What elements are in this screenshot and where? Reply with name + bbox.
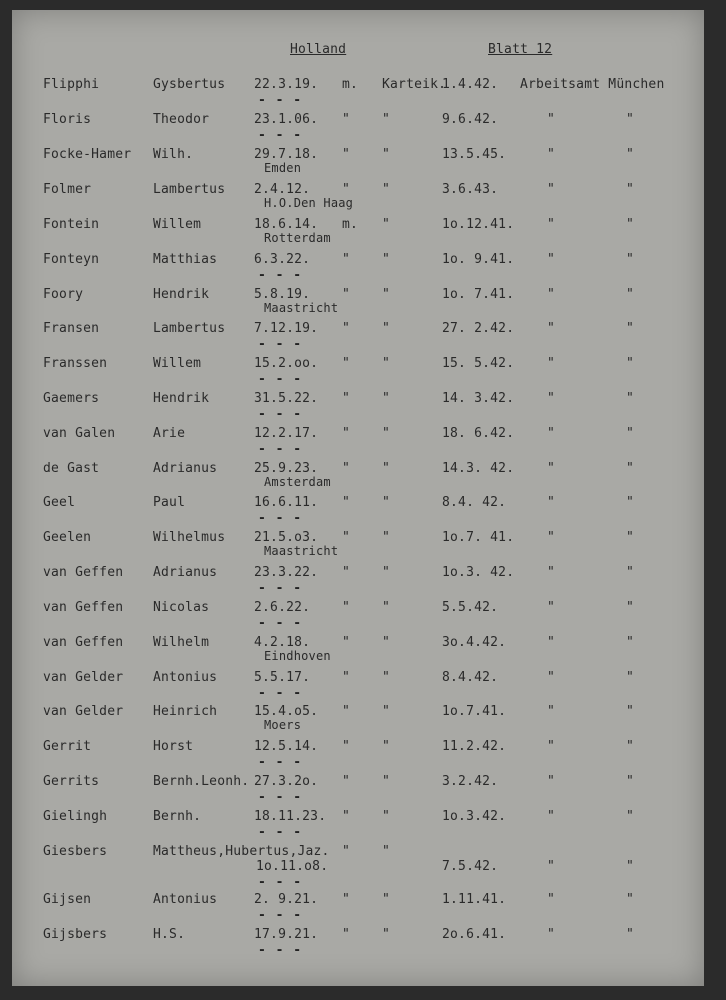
surname: Gijsbers — [43, 927, 108, 942]
registration-date: 3.6.43. — [442, 182, 499, 197]
birth-date: 7.12.19. — [254, 321, 319, 336]
sex: " — [342, 530, 351, 545]
birth-date: 23.3.22. — [254, 565, 319, 580]
labor-office-ditto: " — [626, 147, 635, 162]
source: " — [382, 147, 391, 162]
surname: Gijsen — [43, 892, 92, 907]
birth-date: 27.3.2o. — [254, 774, 319, 789]
birth-date: 2.6.22. — [254, 600, 311, 615]
registration-date: 1o.7.41. — [442, 704, 507, 719]
birth-date: 1o.11.o8. — [256, 859, 329, 874]
birth-date: 6.3.22. — [254, 252, 311, 267]
surname: de Gast — [43, 461, 100, 476]
header-sheet: Blatt 12 — [488, 42, 553, 57]
birth-date: 15.4.o5. — [254, 704, 319, 719]
labor-office: " — [547, 391, 556, 406]
given-name: Wilh. — [153, 147, 194, 162]
birth-date: 5.8.19. — [254, 287, 311, 302]
registration-date: 1o. 7.41. — [442, 287, 515, 302]
source: " — [382, 530, 391, 545]
surname: Geelen — [43, 530, 92, 545]
birth-date: 17.9.21. — [254, 927, 319, 942]
labor-office-ditto: " — [626, 461, 635, 476]
dash-mark: - - - — [258, 268, 303, 283]
labor-office-ditto: " — [626, 287, 635, 302]
sex: " — [342, 600, 351, 615]
sex: " — [342, 844, 351, 859]
labor-office-ditto: " — [626, 859, 635, 874]
given-name: Bernh. — [153, 809, 202, 824]
surname: van Geffen — [43, 635, 124, 650]
sex: " — [342, 565, 351, 580]
given-name: Wilhelm — [153, 635, 210, 650]
sex: " — [342, 739, 351, 754]
labor-office: " — [547, 600, 556, 615]
dash-mark: - - - — [258, 372, 303, 387]
given-name: Willem — [153, 217, 202, 232]
given-name: Bernh.Leonh. — [153, 774, 250, 789]
labor-office-ditto: " — [626, 495, 635, 510]
registration-date: 3o.4.42. — [442, 635, 507, 650]
birth-place: Eindhoven — [264, 649, 331, 663]
birth-date: 18.6.14. — [254, 217, 319, 232]
registration-date: 11.2.42. — [442, 739, 507, 754]
surname: Fontein — [43, 217, 100, 232]
labor-office: " — [547, 565, 556, 580]
registration-date: 1.11.41. — [442, 892, 507, 907]
surname: van Gelder — [43, 670, 124, 685]
birth-place: Maastricht — [264, 544, 339, 558]
birth-date: 2. 9.21. — [254, 892, 319, 907]
registration-date: 1o.3. 42. — [442, 565, 515, 580]
dash-mark: - - - — [258, 875, 303, 890]
sex: m. — [342, 77, 359, 92]
sex: " — [342, 356, 351, 371]
surname: Floris — [43, 112, 92, 127]
labor-office: " — [547, 739, 556, 754]
sex: " — [342, 892, 351, 907]
given-name: Heinrich — [153, 704, 218, 719]
given-name: Gysbertus — [153, 77, 226, 92]
labor-office: " — [547, 426, 556, 441]
labor-office: " — [547, 495, 556, 510]
birth-date: 5.5.17. — [254, 670, 311, 685]
birth-date: 31.5.22. — [254, 391, 319, 406]
dash-mark: - - - — [258, 686, 303, 701]
source: " — [382, 809, 391, 824]
labor-office: " — [547, 147, 556, 162]
registration-date: 8.4.42. — [442, 670, 499, 685]
labor-office-ditto: " — [626, 927, 635, 942]
registration-date: 1o.7. 41. — [442, 530, 515, 545]
given-name: Adrianus — [153, 461, 218, 476]
source: " — [382, 844, 391, 859]
labor-office-ditto: " — [626, 600, 635, 615]
source: " — [382, 892, 391, 907]
sex: " — [342, 809, 351, 824]
labor-office-ditto: " — [626, 112, 635, 127]
birth-place: H.O.Den Haag — [264, 196, 354, 210]
source: " — [382, 670, 391, 685]
source: " — [382, 182, 391, 197]
given-name: Hendrik — [153, 391, 210, 406]
source: Karteik. — [382, 77, 447, 92]
source: " — [382, 600, 391, 615]
sex: " — [342, 927, 351, 942]
dash-mark: - - - — [258, 93, 303, 108]
labor-office: " — [547, 892, 556, 907]
sex: m. — [342, 217, 359, 232]
labor-office-ditto: " — [626, 774, 635, 789]
birth-place: Amsterdam — [264, 475, 331, 489]
labor-office: " — [547, 252, 556, 267]
surname: Giesbers — [43, 844, 108, 859]
surname: Gerrits — [43, 774, 100, 789]
dash-mark: - - - — [258, 755, 303, 770]
labor-office-ditto: " — [626, 252, 635, 267]
surname: Flipphi — [43, 77, 100, 92]
labor-office: " — [547, 112, 556, 127]
source: " — [382, 112, 391, 127]
sex: " — [342, 495, 351, 510]
header-country: Holland — [290, 42, 347, 57]
birth-date: 23.1.06. — [254, 112, 319, 127]
source: " — [382, 287, 391, 302]
registration-date: 5.5.42. — [442, 600, 499, 615]
labor-office: " — [547, 859, 556, 874]
registration-date: 15. 5.42. — [442, 356, 515, 371]
sex: " — [342, 426, 351, 441]
labor-office-ditto: " — [626, 809, 635, 824]
source: " — [382, 495, 391, 510]
labor-office: " — [547, 321, 556, 336]
labor-office-ditto: " — [626, 530, 635, 545]
registration-date: 1o. 9.41. — [442, 252, 515, 267]
source: " — [382, 704, 391, 719]
birth-date: 12.5.14. — [254, 739, 319, 754]
source: " — [382, 635, 391, 650]
source: " — [382, 565, 391, 580]
birth-date: 18.11.23. — [254, 809, 327, 824]
sex: " — [342, 635, 351, 650]
surname: Gerrit — [43, 739, 92, 754]
sex: " — [342, 774, 351, 789]
labor-office: " — [547, 356, 556, 371]
dash-mark: - - - — [258, 825, 303, 840]
surname: Folmer — [43, 182, 92, 197]
labor-office: " — [547, 530, 556, 545]
labor-office-ditto: " — [626, 565, 635, 580]
labor-office: " — [547, 774, 556, 789]
labor-office: " — [547, 287, 556, 302]
dash-mark: - - - — [258, 581, 303, 596]
birth-place: Emden — [264, 161, 302, 175]
registration-date: 2o.6.41. — [442, 927, 507, 942]
given-name: Paul — [153, 495, 186, 510]
document-page — [12, 10, 704, 986]
given-name: Adrianus — [153, 565, 218, 580]
labor-office: " — [547, 809, 556, 824]
given-name: Matthias — [153, 252, 218, 267]
registration-date: 14. 3.42. — [442, 391, 515, 406]
registration-date: 7.5.42. — [442, 859, 499, 874]
surname: van Galen — [43, 426, 116, 441]
surname: van Geffen — [43, 600, 124, 615]
labor-office: " — [547, 635, 556, 650]
labor-office: " — [547, 704, 556, 719]
given-name: Horst — [153, 739, 194, 754]
given-name: Mattheus,Hubertus,Jaz. — [153, 844, 330, 859]
surname: Focke-Hamer — [43, 147, 132, 162]
source: " — [382, 461, 391, 476]
sex: " — [342, 391, 351, 406]
labor-office-ditto: " — [626, 739, 635, 754]
registration-date: 14.3. 42. — [442, 461, 515, 476]
source: " — [382, 426, 391, 441]
labor-office-ditto: " — [626, 704, 635, 719]
dash-mark: - - - — [258, 790, 303, 805]
registration-date: 3.2.42. — [442, 774, 499, 789]
sex: " — [342, 704, 351, 719]
registration-date: 8.4. 42. — [442, 495, 507, 510]
source: " — [382, 217, 391, 232]
registration-date: 18. 6.42. — [442, 426, 515, 441]
registration-date: 13.5.45. — [442, 147, 507, 162]
given-name: Antonius — [153, 670, 218, 685]
dash-mark: - - - — [258, 616, 303, 631]
labor-office: " — [547, 461, 556, 476]
registration-date: 27. 2.42. — [442, 321, 515, 336]
labor-office: " — [547, 927, 556, 942]
labor-office: " — [547, 670, 556, 685]
source: " — [382, 391, 391, 406]
birth-date: 4.2.18. — [254, 635, 311, 650]
labor-office-ditto: " — [626, 356, 635, 371]
registration-date: 1o.12.41. — [442, 217, 515, 232]
dash-mark: - - - — [258, 442, 303, 457]
birth-date: 22.3.19. — [254, 77, 319, 92]
sex: " — [342, 287, 351, 302]
dash-mark: - - - — [258, 337, 303, 352]
given-name: Theodor — [153, 112, 210, 127]
sex: " — [342, 461, 351, 476]
given-name: Lambertus — [153, 321, 226, 336]
labor-office-ditto: " — [626, 321, 635, 336]
birth-date: 16.6.11. — [254, 495, 319, 510]
dash-mark: - - - — [258, 128, 303, 143]
labor-office-ditto: " — [626, 670, 635, 685]
surname: Franssen — [43, 356, 108, 371]
source: " — [382, 739, 391, 754]
surname: Foory — [43, 287, 84, 302]
sex: " — [342, 670, 351, 685]
dash-mark: - - - — [258, 407, 303, 422]
birth-date: 21.5.o3. — [254, 530, 319, 545]
sex: " — [342, 252, 351, 267]
birth-place: Maastricht — [264, 301, 339, 315]
birth-date: 25.9.23. — [254, 461, 319, 476]
birth-place: Rotterdam — [264, 231, 331, 245]
given-name: Arie — [153, 426, 186, 441]
birth-date: 12.2.17. — [254, 426, 319, 441]
registration-date: 1o.3.42. — [442, 809, 507, 824]
labor-office-ditto: " — [626, 635, 635, 650]
labor-office: " — [547, 182, 556, 197]
birth-date: 2.4.12. — [254, 182, 311, 197]
labor-office-ditto: " — [626, 391, 635, 406]
labor-office: Arbeitsamt München — [520, 77, 665, 92]
birth-date: 29.7.18. — [254, 147, 319, 162]
given-name: Lambertus — [153, 182, 226, 197]
sex: " — [342, 321, 351, 336]
given-name: Nicolas — [153, 600, 210, 615]
birth-place: Moers — [264, 718, 302, 732]
surname: Gielingh — [43, 809, 108, 824]
labor-office: " — [547, 217, 556, 232]
surname: Fransen — [43, 321, 100, 336]
source: " — [382, 927, 391, 942]
given-name: Willem — [153, 356, 202, 371]
source: " — [382, 774, 391, 789]
labor-office-ditto: " — [626, 217, 635, 232]
sex: " — [342, 112, 351, 127]
surname: Geel — [43, 495, 76, 510]
surname: Gaemers — [43, 391, 100, 406]
source: " — [382, 252, 391, 267]
given-name: Antonius — [153, 892, 218, 907]
registration-date: 1.4.42. — [442, 77, 499, 92]
sex: " — [342, 182, 351, 197]
given-name: H.S. — [153, 927, 186, 942]
registration-date: 9.6.42. — [442, 112, 499, 127]
sex: " — [342, 147, 351, 162]
source: " — [382, 356, 391, 371]
dash-mark: - - - — [258, 943, 303, 958]
labor-office-ditto: " — [626, 182, 635, 197]
labor-office-ditto: " — [626, 892, 635, 907]
surname: Fonteyn — [43, 252, 100, 267]
surname: van Gelder — [43, 704, 124, 719]
labor-office-ditto: " — [626, 426, 635, 441]
birth-date: 15.2.oo. — [254, 356, 319, 371]
dash-mark: - - - — [258, 511, 303, 526]
given-name: Wilhelmus — [153, 530, 226, 545]
surname: van Geffen — [43, 565, 124, 580]
source: " — [382, 321, 391, 336]
dash-mark: - - - — [258, 908, 303, 923]
given-name: Hendrik — [153, 287, 210, 302]
